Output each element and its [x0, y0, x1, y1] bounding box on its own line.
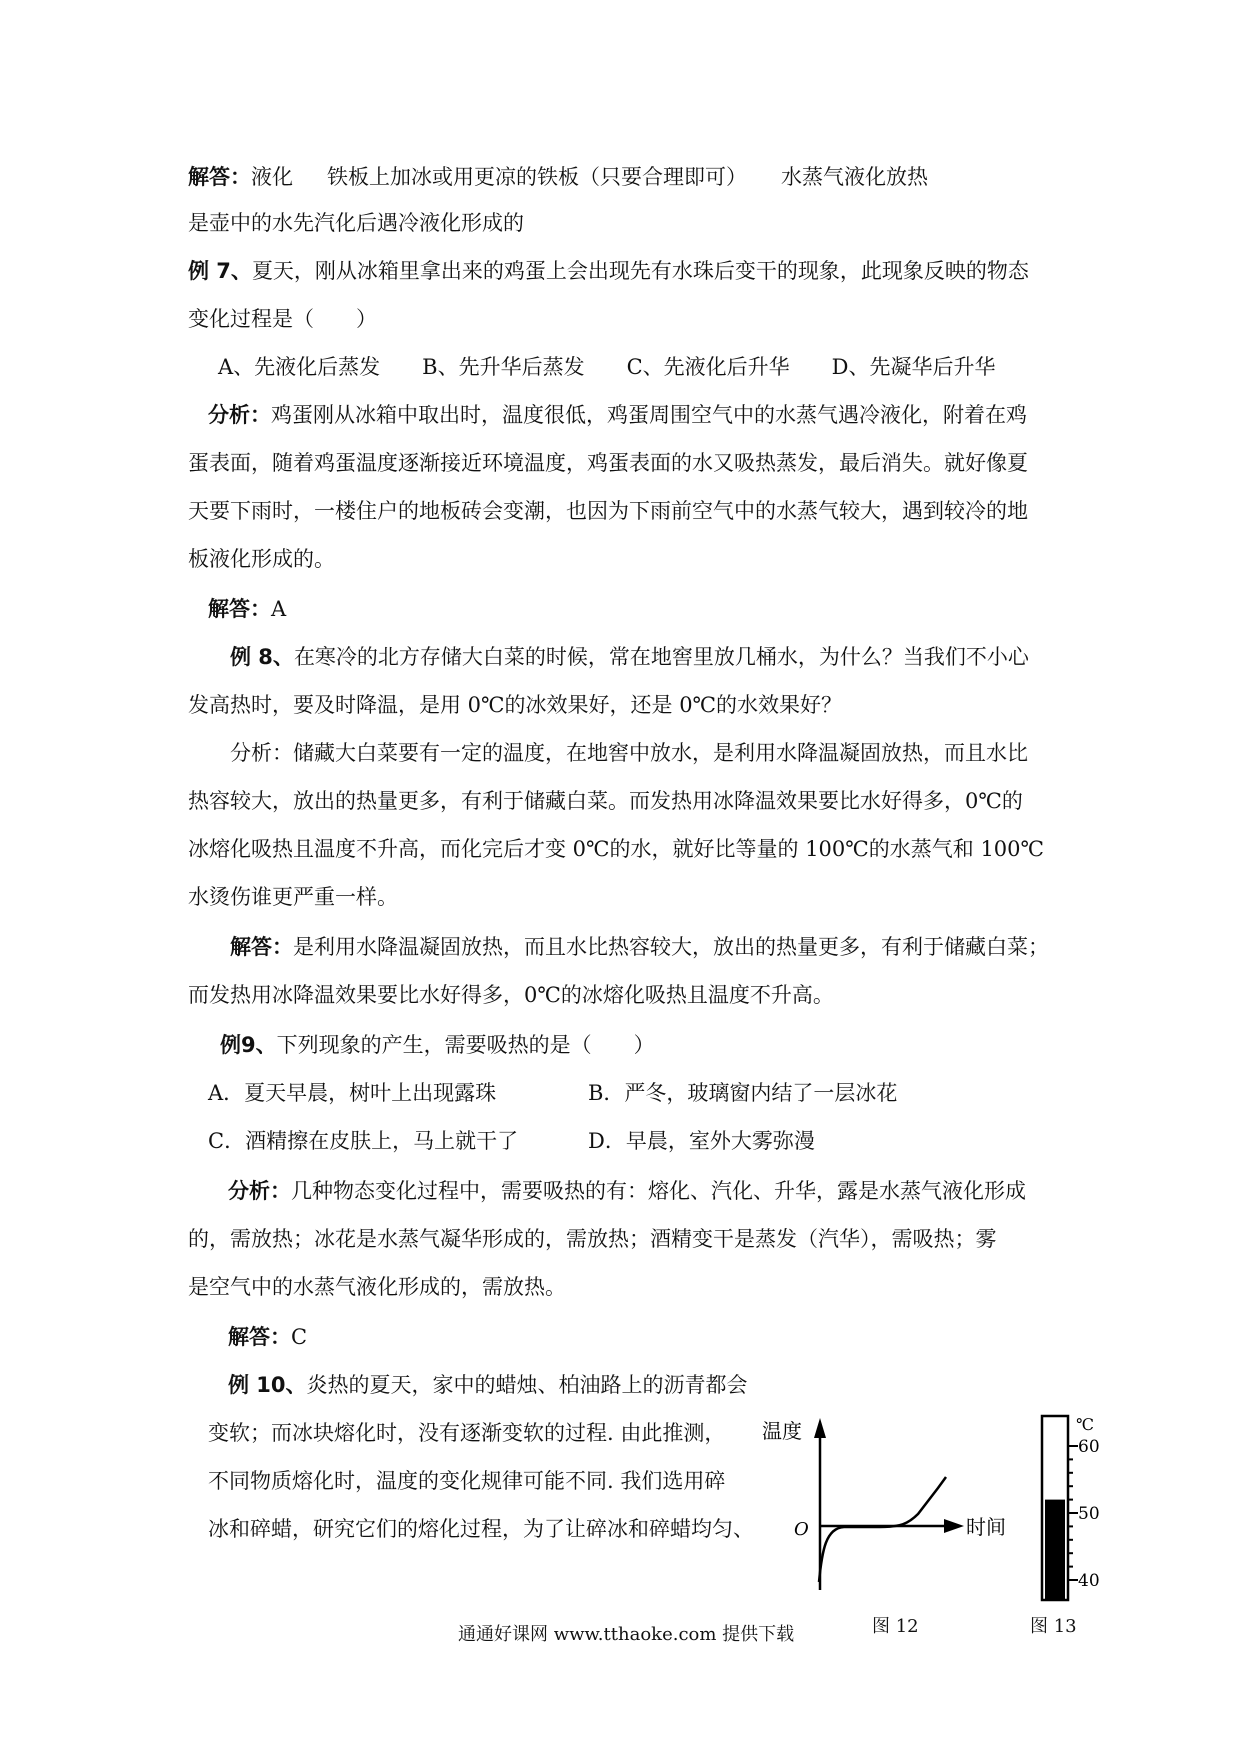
figure-13-thermometer [1020, 1410, 1130, 1610]
answer-6-line2: 是壶中的水先汽化后遇冷液化形成的 [188, 211, 524, 235]
figure-13-caption: 图 13 [1030, 1616, 1077, 1637]
example-8-answer: 解答：是利用水降温凝固放热，而且水比热容较大，放出的热量更多，有利于储藏白菜； [230, 935, 1049, 959]
thermometer-label-50: 50 [1078, 1504, 1100, 1524]
example-10-line3: 不同物质熔化时，温度的变化规律可能不同. 我们选用碎 [208, 1469, 726, 1493]
example-8-answer-2: 而发热用冰降温效果要比水好得多，0℃的冰熔化吸热且温度不升高。 [188, 983, 834, 1007]
example-7-analysis-3: 天要下雨时，一楼住户的地板砖会变潮，也因为下雨前空气中的水蒸气较大，遇到较冷的地 [188, 499, 1028, 523]
figure-12-graph [760, 1410, 1006, 1600]
thermometer-liquid-column [1045, 1500, 1065, 1600]
example-7-analysis-4: 板液化形成的。 [188, 547, 335, 571]
example-9-option-a: A．夏天早晨，树叶上出现露珠 [208, 1081, 497, 1105]
example-10-line4: 冰和碎蜡，研究它们的熔化过程，为了让碎冰和碎蜡均匀、 [208, 1517, 754, 1541]
thermometer-unit: ℃ [1076, 1415, 1094, 1434]
example-8-analysis-4: 水烫伤谁更严重一样。 [188, 885, 398, 909]
example-10-question: 例 10、炎热的夏天，家中的蜡烛、柏油路上的沥青都会 [228, 1373, 748, 1397]
answer-6-line1: 解答：液化 铁板上加冰或用更凉的铁板（只要合理即可） 水蒸气液化放热 [188, 165, 928, 189]
example-7-answer: 解答：A [208, 597, 287, 621]
example-8-question-cont: 发高热时，要及时降温，是用 0℃的冰效果好，还是 0℃的水效果好？ [188, 693, 843, 717]
example-9-answer: 解答：C [228, 1325, 308, 1349]
example-9-analysis-3: 是空气中的水蒸气液化形成的，需放热。 [188, 1275, 566, 1299]
example-8-analysis: 分析：储藏大白菜要有一定的温度，在地窖中放水，是利用水降温凝固放热，而且水比 [230, 741, 1028, 765]
example-8-question: 例 8、在寒冷的北方存储大白菜的时候，常在地窖里放几桶水，为什么？当我们不小心 [230, 645, 1029, 669]
example-7-question-cont: 变化过程是（ ） [188, 307, 377, 331]
example-7-options: A、先液化后蒸发 B、先升华后蒸发 C、先液化后升华 D、先凝华后升华 [218, 355, 996, 379]
example-9-analysis: 分析：几种物态变化过程中，需要吸热的有：熔化、汽化、升华，露是水蒸气液化形成 [228, 1179, 1026, 1203]
example-7-question: 例 7、夏天，刚从冰箱里拿出来的鸡蛋上会出现先有水珠后变干的现象，此现象反映的物态 [188, 259, 1029, 283]
example-7-analysis-2: 蛋表面，随着鸡蛋温度逐渐接近环境温度，鸡蛋表面的水又吸热蒸发，最后消失。就好像夏 [188, 451, 1028, 475]
thermometer-label-40: 40 [1078, 1571, 1100, 1591]
example-10-line2: 变软；而冰块熔化时，没有逐渐变软的过程. 由此推测， [208, 1421, 726, 1445]
example-9-analysis-2: 的，需放热；冰花是水蒸气凝华形成的，需放热；酒精变干是蒸发（汽华），需吸热；雾 [188, 1227, 997, 1251]
figure-12-x-label: 时间 [966, 1515, 1006, 1539]
example-9-option-c: C．酒精擦在皮肤上，马上就干了 [208, 1129, 519, 1153]
example-9-option-d: D．早晨，室外大雾弥漫 [588, 1129, 815, 1153]
figure-12-caption: 图 12 [872, 1616, 919, 1637]
example-7-analysis: 分析：鸡蛋刚从冰箱中取出时，温度很低，鸡蛋周围空气中的水蒸气遇冷液化，附着在鸡 [208, 403, 1027, 427]
example-9-question: 例9、下列现象的产生，需要吸热的是（ ） [220, 1033, 655, 1057]
figure-12-y-label: 温度 [762, 1419, 802, 1443]
example-8-analysis-2: 热容较大，放出的热量更多，有利于储藏白菜。而发热用冰降温效果要比水好得多，0℃的 [188, 789, 1023, 813]
example-9-option-b: B．严冬，玻璃窗内结了一层冰花 [588, 1081, 898, 1105]
thermometer-label-60: 60 [1078, 1437, 1100, 1457]
example-8-analysis-3: 冰熔化吸热且温度不升高，而化完后才变 0℃的水，就好比等量的 100℃的水蒸气和 100℃ [188, 837, 1045, 861]
page-footer: 通通好课网 www.tthaoke.com 提供下载 [458, 1624, 795, 1645]
figure-12-origin: O [794, 1519, 809, 1540]
